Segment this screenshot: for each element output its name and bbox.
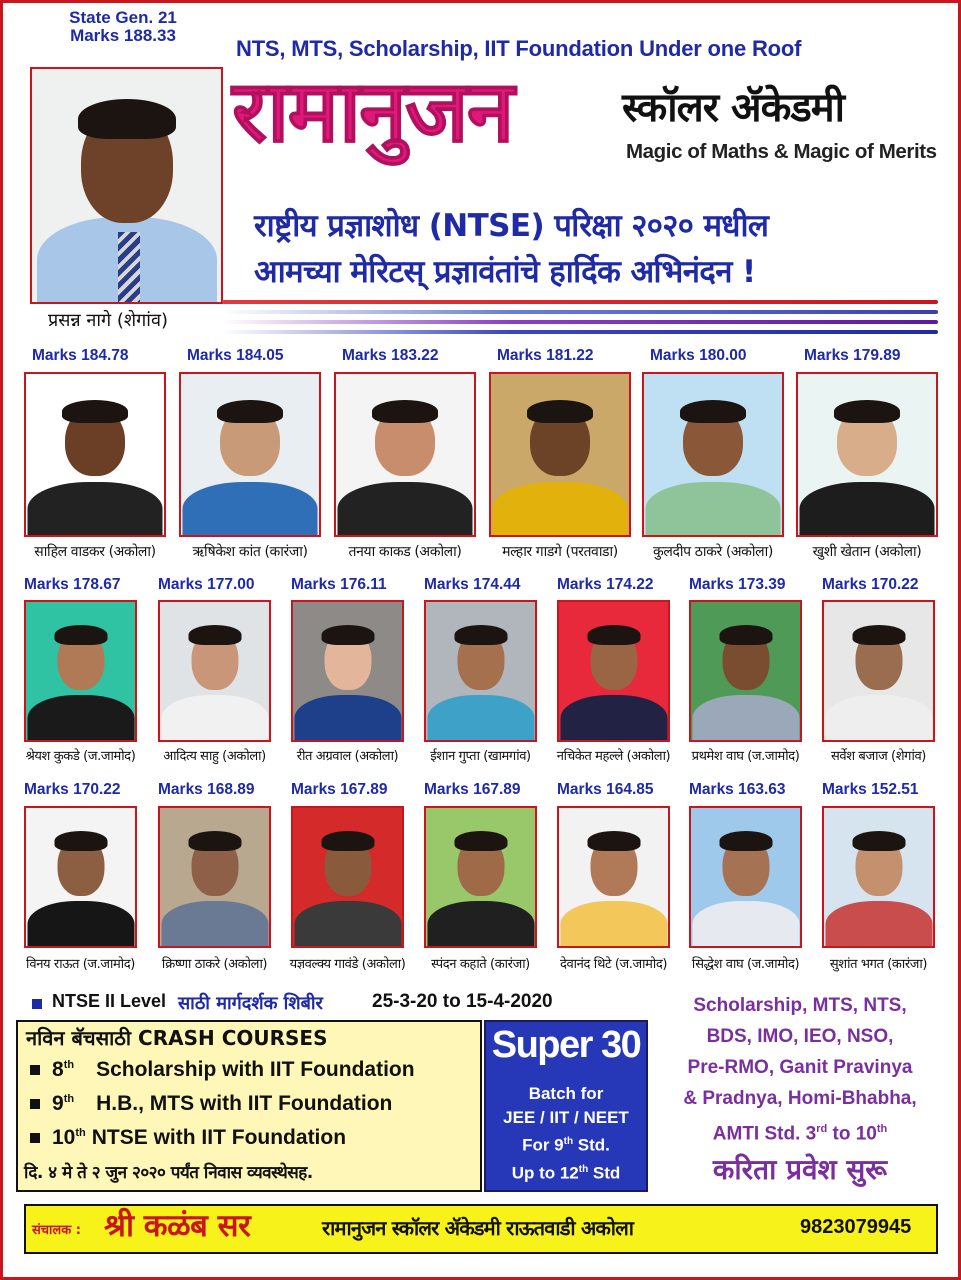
student-name: क्रिष्णा ठाकरे (अकोला) [161, 957, 268, 972]
super30-line3: For 9th Std. [522, 1135, 610, 1155]
student-name: मल्हार गाडगे (परतवाडा) [502, 544, 618, 560]
square-bullet-icon [30, 1065, 40, 1075]
student-marks: Marks 167.89 [424, 781, 521, 798]
super30-line1: Batch for [528, 1084, 604, 1103]
admissions-line-2: BDS, IMO, IEO, NSO, [706, 1026, 894, 1047]
student-name: आदित्य साहु (अकोला) [163, 749, 266, 764]
student-photo [822, 600, 935, 742]
student-name: सिद्धेश वाघ (ज.जामोद) [691, 957, 800, 972]
student-marks: Marks 177.00 [158, 576, 255, 593]
student-name: श्रेयश कुकडे (ज.जामोद) [25, 749, 136, 764]
crash-title: नविन बॅचसाठी CRASH COURSES [26, 1026, 328, 1050]
super30-line4: Up to 12th Std [511, 1163, 621, 1183]
crash-course-item [30, 1058, 415, 1082]
student-marks: Marks 168.89 [158, 781, 255, 798]
admissions-line-4: & Pradnya, Homi-Bhabha, [683, 1088, 917, 1109]
crash-text: H.B., MTS with IIT Foundation [96, 1092, 393, 1115]
topper-name: प्रसन्न नागे (शेगांव) [48, 310, 168, 331]
stripe-red [222, 300, 938, 304]
topper-marks: Marks 188.33 [70, 26, 176, 45]
student-marks: Marks 179.89 [804, 347, 901, 364]
residence-note: दि. ४ मे ते २ जुन २०२० पर्यंत निवास व्यवस्थेसह. [24, 1163, 313, 1183]
crash-text: Scholarship with IIT Foundation [96, 1058, 415, 1081]
student-photo [158, 806, 271, 948]
student-photo [291, 806, 404, 948]
crash-std: 8 [52, 1058, 64, 1081]
stripe-blue-1 [222, 310, 938, 314]
ntse-label: NTSE II Level [52, 991, 167, 1011]
crash-std-sup: th [63, 1059, 75, 1071]
student-photo [424, 806, 537, 948]
student-photo [796, 372, 938, 537]
student-marks: Marks 167.89 [291, 781, 388, 798]
student-photo [158, 600, 271, 742]
director-name: श्री कळंब सर [104, 1208, 251, 1244]
ntse-dates: 25-3-20 to 15-4-2020 [372, 991, 553, 1012]
student-name: साहिल वाडकर (अकोला) [34, 544, 156, 560]
crash-std-sup: th [75, 1127, 86, 1139]
student-marks: Marks 174.44 [424, 576, 521, 593]
square-bullet-icon [30, 1099, 40, 1109]
super30-title: Super 30 [491, 1024, 641, 1066]
crash-std: 9 [52, 1092, 64, 1115]
student-name: स्पंदन कहाते (कारंजा) [431, 957, 530, 972]
student-photo [642, 372, 784, 537]
admissions-line-3: Pre-RMO, Ganit Pravinya [687, 1057, 913, 1078]
student-photo [179, 372, 321, 537]
student-photo [424, 600, 537, 742]
topper-photo [30, 67, 223, 304]
student-name: रीत अग्रवाल (अकोला) [296, 749, 399, 764]
student-marks: Marks 174.22 [557, 576, 654, 593]
crash-course-item [30, 1092, 392, 1116]
student-name: खुशी खेतान (अकोला) [812, 544, 922, 560]
student-photo [822, 806, 935, 948]
bullet-icon [32, 999, 42, 1009]
student-photo [24, 372, 166, 537]
student-photo [489, 372, 631, 537]
super30-line2: JEE / IIT / NEET [503, 1108, 629, 1127]
student-name: ऋषिकेश कांत (कारंजा) [192, 544, 308, 560]
student-marks: Marks 170.22 [822, 576, 919, 593]
student-name: सर्वेश बजाज (शेगांव) [831, 749, 926, 764]
director-label: संचालक : [32, 1223, 81, 1238]
student-marks: Marks 181.22 [497, 347, 594, 364]
square-bullet-icon [30, 1133, 40, 1143]
student-marks: Marks 184.78 [32, 347, 129, 364]
student-photo [24, 806, 137, 948]
stripe-blue-2 [222, 330, 938, 334]
student-photo [689, 600, 802, 742]
institute-address: रामानुजन स्कॉलर ॲकेडमी राऊतवाडी अकोला [322, 1216, 634, 1240]
student-name: ईशान गुप्ता (खामगांव) [430, 749, 531, 764]
admissions-list [652, 990, 948, 1149]
crash-text: NTSE with IIT Foundation [91, 1126, 347, 1149]
brand-small: स्कॉलर ॲकेडमी [622, 85, 845, 131]
tagline: NTS, MTS, Scholarship, IIT Foundation Under one Roof [236, 36, 802, 61]
student-marks: Marks 184.05 [187, 347, 284, 364]
student-name: कुलदीप ठाकरे (अकोला) [653, 544, 773, 560]
motto: Magic of Maths & Magic of Merits [626, 140, 937, 163]
student-marks: Marks 183.22 [342, 347, 439, 364]
student-name: प्रथमेश वाघ (ज.जामोद) [691, 749, 800, 764]
admissions-line-5: AMTI Std. 3rd to 10th [712, 1123, 888, 1145]
stripe-purple [222, 320, 938, 324]
student-name: यज्ञवल्क्य गावंडे (अकोला) [289, 957, 406, 972]
student-photo [557, 806, 670, 948]
crash-std-sup: th [63, 1093, 75, 1105]
student-name: देवानंद थिटे (ज.जामोद) [559, 957, 668, 972]
student-name: नचिकेत महल्ले (अकोला) [556, 749, 671, 764]
student-marks: Marks 163.63 [689, 781, 786, 798]
congrats-line-1: राष्ट्रीय प्रज्ञाशोध (NTSE) परिक्षा २०२० मधील [254, 208, 769, 244]
admissions-line-1: Scholarship, MTS, NTS, [693, 995, 907, 1016]
ntse-label-mr: साठी मार्गदर्शक शिबीर [178, 993, 323, 1014]
student-marks: Marks 180.00 [650, 347, 747, 364]
topper-rank: State Gen. 21 [69, 8, 177, 27]
phone-number: 9823079945 [800, 1216, 912, 1238]
student-marks: Marks 178.67 [24, 576, 121, 593]
student-name: सुशांत भगत (कारंजा) [829, 957, 928, 972]
student-photo [24, 600, 137, 742]
student-marks: Marks 173.39 [689, 576, 786, 593]
student-marks: Marks 152.51 [822, 781, 919, 798]
student-name: विनय राऊत (ज.जामोद) [26, 957, 135, 972]
student-photo [689, 806, 802, 948]
student-name: तनया काकड (अकोला) [348, 544, 462, 560]
student-photo [334, 372, 476, 537]
student-photo [291, 600, 404, 742]
admissions-cta: करिता प्रवेश सुरू [712, 1153, 888, 1186]
crash-course-item [30, 1126, 346, 1150]
student-marks: Marks 170.22 [24, 781, 121, 798]
student-photo [557, 600, 670, 742]
student-marks: Marks 164.85 [557, 781, 654, 798]
congrats-line-2: आमच्या मेरिटस् प्रज्ञावंतांचे हार्दिक अभिनंदन ! [254, 254, 756, 290]
crash-std: 10 [52, 1126, 76, 1149]
student-marks: Marks 176.11 [291, 576, 387, 593]
brand-big: रामानुजन [232, 62, 513, 162]
